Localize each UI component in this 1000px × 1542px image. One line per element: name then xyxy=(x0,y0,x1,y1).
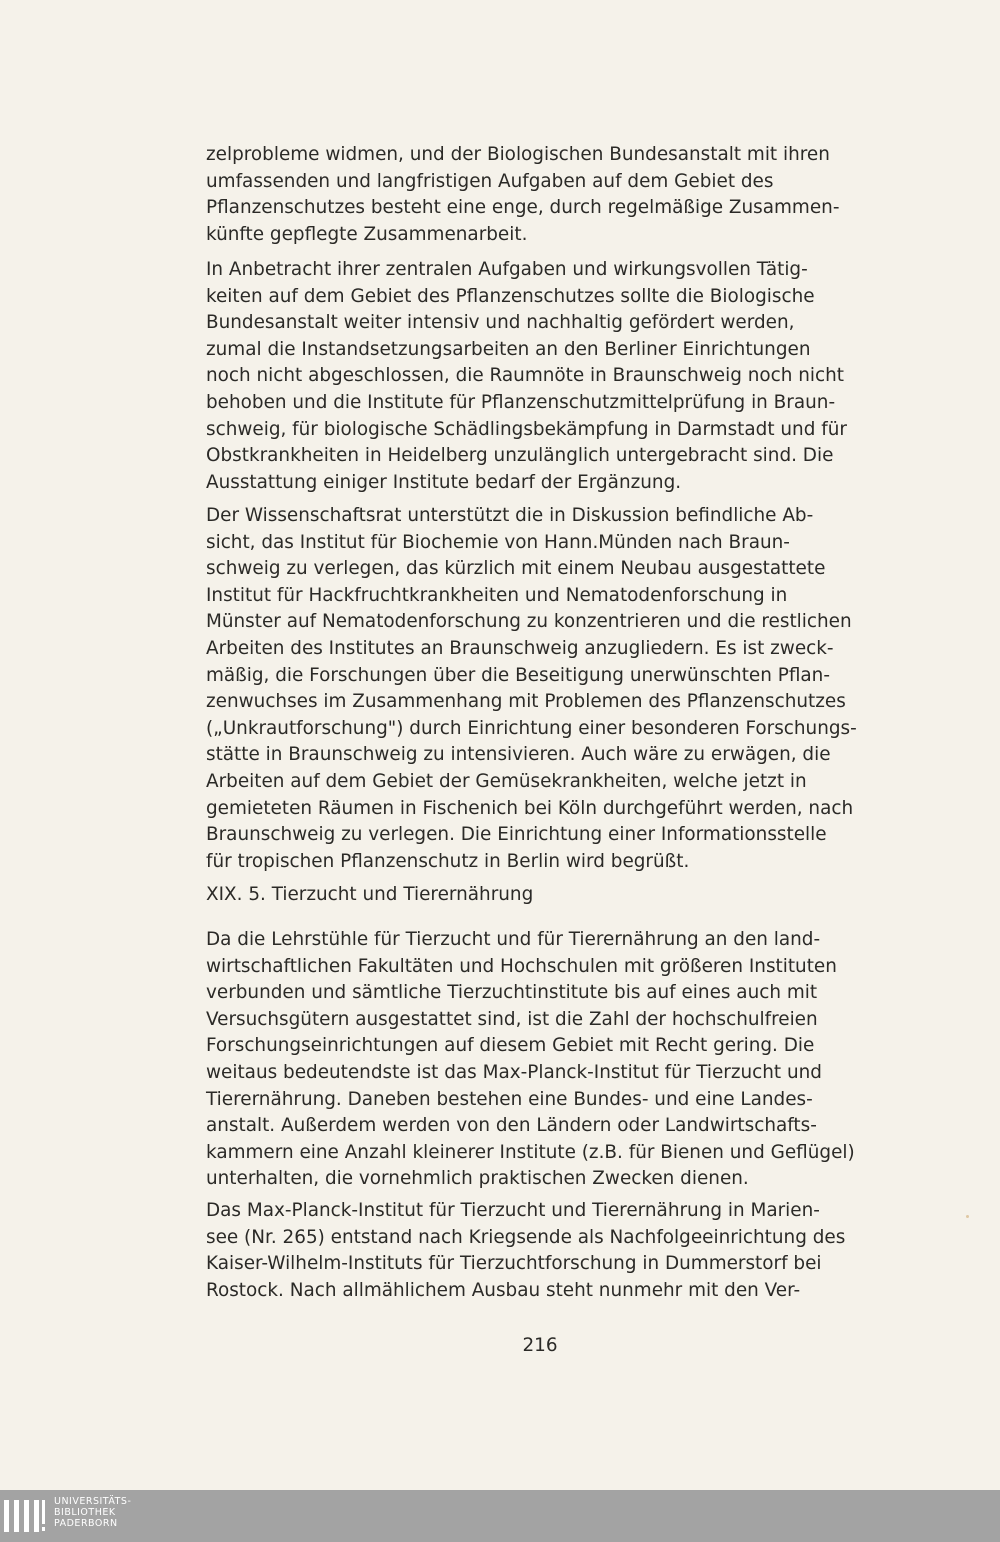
text-line: („Unkrautforschung") durch Einrichtung einer besonderen Forschungs- xyxy=(206,717,857,739)
text-line: Münster auf Nematodenforschung zu konzentrieren und die restlichen xyxy=(206,611,852,633)
text-line: Bundesanstalt weiter intensiv und nachhaltig gefördert werden, xyxy=(206,312,795,334)
text-line: schweig zu verlegen, das kürzlich mit einem Neubau ausgestattete xyxy=(206,558,826,580)
text-line: Kaiser-Wilhelm-Instituts für Tierzuchtforschung in Dummerstorf bei xyxy=(206,1253,822,1275)
paragraph-5 xyxy=(206,1198,882,1304)
paragraph-3 xyxy=(206,503,882,875)
text-line: Versuchsgütern ausgestattet sind, ist die Zahl der hochschulfreien xyxy=(206,1008,818,1030)
text-line: schweig, für biologische Schädlingsbekämpfung in Darmstadt und für xyxy=(206,418,847,440)
text-line: anstalt. Außerdem werden von den Ländern oder Landwirtschafts- xyxy=(206,1115,817,1137)
text-line: Rostock. Nach allmählichem Ausbau steht nunmehr mit den Ver- xyxy=(206,1279,801,1301)
library-footer xyxy=(0,1490,1000,1542)
text-line: Institut für Hackfruchtkrankheiten und Nematodenforschung in xyxy=(206,584,788,606)
text-line: Forschungseinrichtungen auf diesem Gebiet mit Recht gering. Die xyxy=(206,1035,815,1057)
text-line: Braunschweig zu verlegen. Die Einrichtung einer Informationsstelle xyxy=(206,824,827,846)
text-line: für tropischen Pflanzenschutz in Berlin wird begrüßt. xyxy=(206,850,690,872)
text-line: zelprobleme widmen, und der Biologischen Bundesanstalt mit ihren xyxy=(206,144,830,165)
logo-line: UNIVERSITÄTS- xyxy=(54,1496,132,1507)
logo-line: BIBLIOTHEK xyxy=(54,1507,116,1518)
text-line: Obstkrankheiten in Heidelberg unzulänglich untergebracht sind. Die xyxy=(206,445,834,467)
logo-line: PADERBORN xyxy=(54,1518,118,1529)
page-number: 216 xyxy=(522,1335,558,1356)
text-line: sicht, das Institut für Biochemie von Hann.Münden nach Braun- xyxy=(206,531,790,553)
text-line: künfte gepflegte Zusammenarbeit. xyxy=(206,223,528,245)
text-line: verbunden und sämtliche Tierzuchtinstitute bis auf eines auch mit xyxy=(206,982,818,1004)
text-line: zenwuchses im Zusammenhang mit Problemen des Pflanzenschutzes xyxy=(206,691,846,713)
text-line: stätte in Braunschweig zu intensivieren. Auch wäre zu erwägen, die xyxy=(206,744,831,766)
text-line: behoben und die Institute für Pflanzenschutzmittelprüfung in Braun- xyxy=(206,391,836,413)
text-line: zumal die Instandsetzungsarbeiten an den Berliner Einrichtungen xyxy=(206,338,811,360)
text-line: Arbeiten auf dem Gebiet der Gemüsekrankheiten, welche jetzt in xyxy=(206,770,807,792)
text-line: Das Max-Planck-Institut für Tierzucht und Tierernährung in Marien- xyxy=(206,1200,820,1221)
text-line: keiten auf dem Gebiet des Pflanzenschutzes sollte die Biologische xyxy=(206,285,815,307)
text-line: Pflanzenschutzes besteht eine enge, durch regelmäßige Zusammen- xyxy=(206,197,840,219)
paragraph-4 xyxy=(206,927,882,1193)
text-line: Tierernährung. Daneben bestehen eine Bundes- und eine Landes- xyxy=(206,1088,813,1110)
text-line: gemieteten Räumen in Fischenich bei Köln durchgeführt werden, nach xyxy=(206,797,854,819)
text-line: In Anbetracht ihrer zentralen Aufgaben und wirkungsvollen Tätig- xyxy=(206,259,808,280)
text-line: weitaus bedeutendste ist das Max-Planck-Institut für Tierzucht und xyxy=(206,1061,822,1083)
paragraph-2 xyxy=(206,257,882,496)
text-line: kammern eine Anzahl kleinerer Institute (z.B. für Bienen und Geflügel) xyxy=(206,1141,855,1163)
paragraph-1 xyxy=(206,142,882,248)
text-line: see (Nr. 265) entstand nach Kriegsende als Nachfolgeeinrichtung des xyxy=(206,1226,846,1248)
library-logo-text xyxy=(54,1496,131,1529)
text-line: wirtschaftlichen Fakultäten und Hochschulen mit größeren Instituten xyxy=(206,955,837,977)
text-line: umfassenden und langfristigen Aufgaben auf dem Gebiet des xyxy=(206,170,774,192)
section-heading: XIX. 5. Tierzucht und Tierernährung xyxy=(206,884,534,905)
text-line: Ausstattung einiger Institute bedarf der Ergänzung. xyxy=(206,471,682,493)
text-line: Der Wissenschaftsrat unterstützt die in Diskussion befindliche Ab- xyxy=(206,505,814,526)
text-line: unterhalten, die vornehmlich praktischen Zwecken dienen. xyxy=(206,1168,749,1190)
paper-speck xyxy=(966,1215,969,1218)
text-line: noch nicht abgeschlossen, die Raumnöte in Braunschweig noch nicht xyxy=(206,365,844,387)
text-line: Arbeiten des Institutes an Braunschweig anzugliedern. Es ist zweck- xyxy=(206,637,834,659)
text-line: mäßig, die Forschungen über die Beseitigung unerwünschten Pflan- xyxy=(206,664,830,686)
text-line: Da die Lehrstühle für Tierzucht und für Tierernährung an den land- xyxy=(206,929,821,950)
